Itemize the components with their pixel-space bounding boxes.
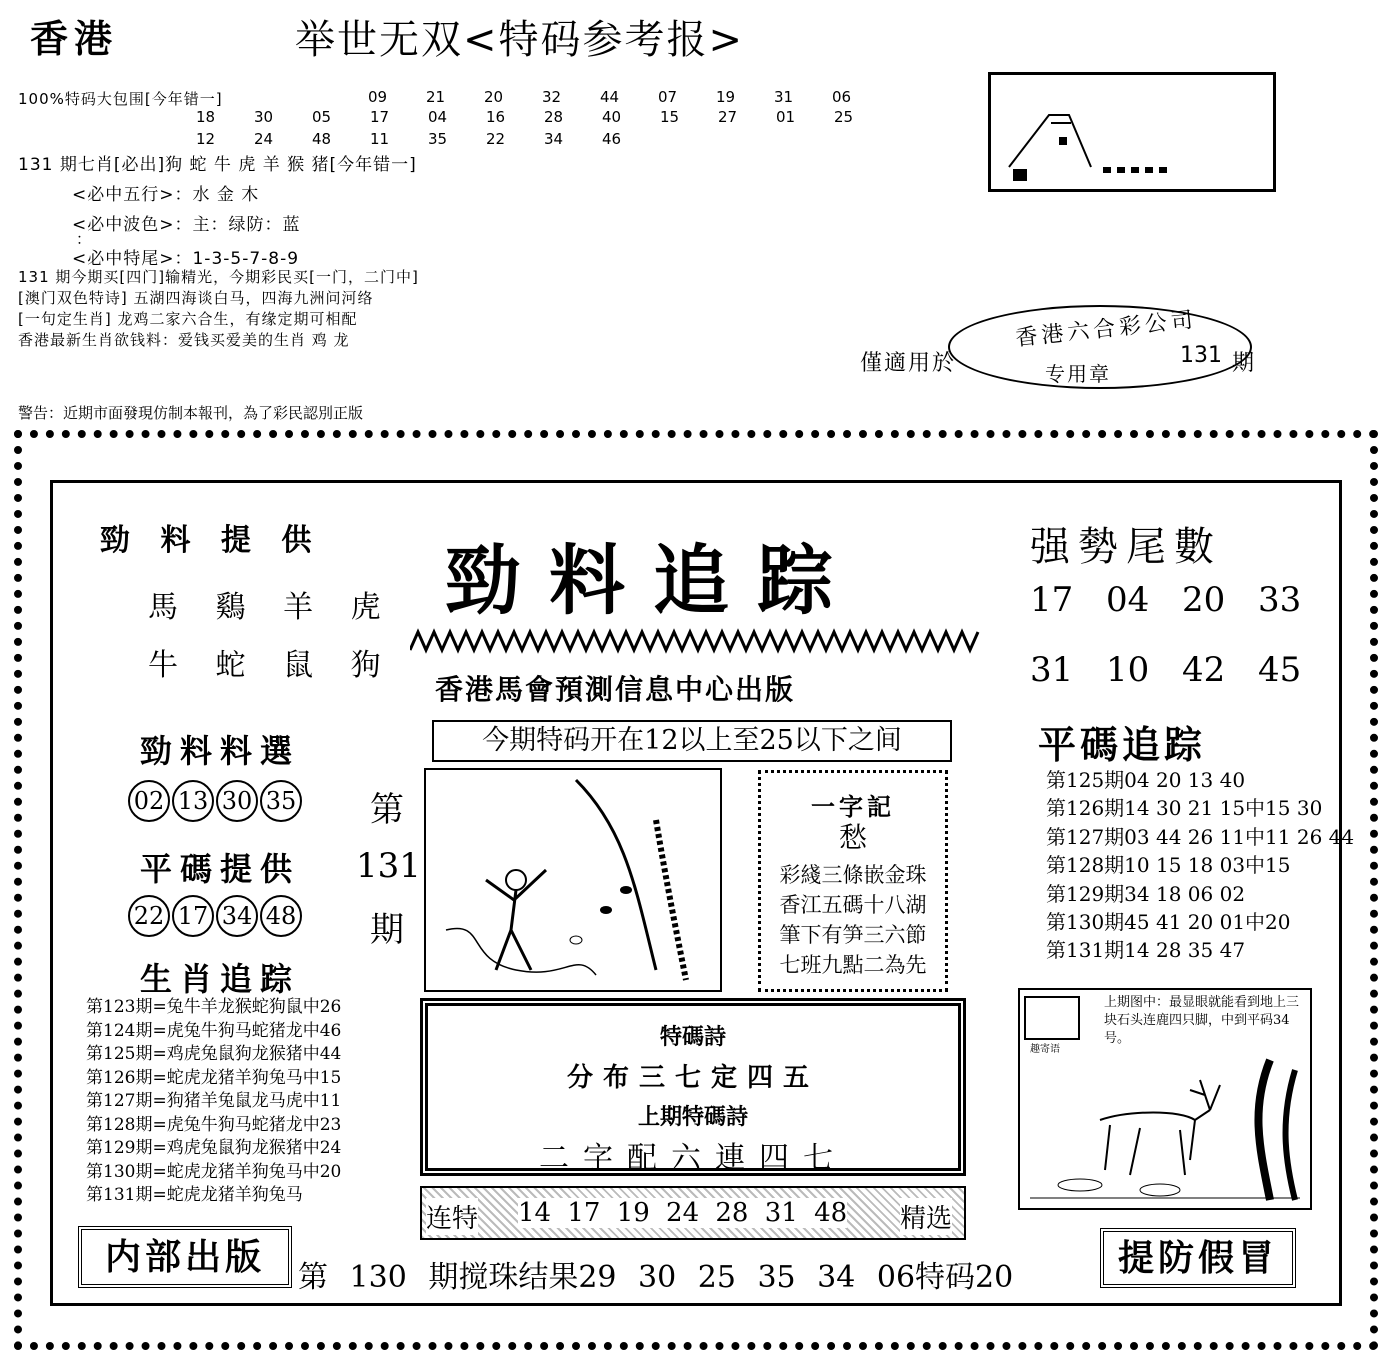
word-line: 七班九點二為先: [779, 953, 927, 977]
flat-numbers: [128, 895, 304, 937]
package-number: 30: [254, 108, 274, 126]
valid-suffix: 期: [1232, 351, 1255, 376]
flat-track-row: 第126期14 30 21 15中15 30: [1046, 796, 1323, 821]
track-title: 生肖追踪: [140, 960, 301, 998]
stamp-icon: [1024, 996, 1080, 1055]
circled-number: 35: [260, 780, 302, 822]
tail-row-2: [1030, 650, 1334, 690]
package-number: 04: [428, 108, 448, 126]
package-number: 22: [486, 130, 506, 148]
tail-number: 31: [1030, 650, 1074, 690]
word-char: 愁: [838, 821, 867, 854]
package-number: 20: [484, 88, 504, 106]
package-number: 05: [312, 108, 332, 126]
seal-top-text: 香港六合彩公司: [1014, 307, 1199, 352]
history-row: 第129期=鸡虎兔鼠狗龙猴猪中24: [86, 1138, 342, 1158]
word-title: 一字記: [811, 792, 895, 821]
figure-illustration: [424, 768, 722, 992]
tail-number: 42: [1182, 650, 1226, 690]
zodiac-row-2: 牛 蛇 鼠 狗: [148, 648, 395, 683]
history-row: 第128期=虎兔牛狗马蛇猪龙中23: [86, 1114, 342, 1135]
history-row: 第131期=蛇虎龙猪羊狗兔马: [86, 1185, 303, 1205]
circled-number: 02: [128, 780, 170, 822]
counterfeit-warning-badge: 提防假冒: [1100, 1228, 1296, 1288]
flat-track-row: 第127期03 44 26 11中11 26 44: [1046, 824, 1355, 849]
zigzag-divider: [410, 626, 982, 656]
package-number: 44: [600, 88, 620, 106]
tail-number: 17: [1030, 580, 1074, 620]
package-number: 46: [602, 130, 622, 148]
tail-number: 04: [1106, 580, 1150, 620]
package-number: 25: [834, 108, 854, 126]
lian-numbers: 14 17 19 24 28 31 48: [518, 1198, 848, 1228]
header-city: 香港: [30, 17, 119, 61]
lian-label: 连特: [426, 1198, 478, 1235]
seal-bottom-text: 专用章: [1045, 362, 1111, 386]
zodiac-history-list: [86, 996, 341, 1208]
package-number: 28: [544, 108, 564, 126]
package-number: 19: [716, 88, 736, 106]
package-number: 16: [486, 108, 506, 126]
pick-title: 勁料料選: [140, 732, 301, 770]
deer-illustration: [1018, 988, 1312, 1210]
circled-number: 34: [216, 895, 258, 937]
history-row: 第124期=虎兔牛狗马蛇猪龙中46: [86, 1020, 342, 1041]
issue-label-prefix: 第: [370, 790, 404, 830]
tail-line: <必中特尾>：1-3-5-7-8-9: [72, 249, 300, 269]
package-number: 12: [196, 130, 216, 148]
flat-track-list: [1046, 766, 1354, 965]
tail-number: 20: [1182, 580, 1226, 620]
package-number: 17: [370, 108, 390, 126]
header-title: 举世无双<特码参考报>: [295, 17, 745, 63]
last-poem-title: 上期特碼詩: [637, 1104, 748, 1130]
package-number: 32: [542, 88, 562, 106]
zodiac-row-1: 馬 鷄 羊 虎: [148, 590, 395, 625]
flat-track-row: 第131期14 28 35 47: [1046, 938, 1246, 963]
history-row: 第123期=兔牛羊龙猴蛇狗鼠中26: [86, 997, 342, 1017]
tail-title: 强勢尾數: [1030, 524, 1222, 570]
package-number: 48: [312, 130, 332, 148]
package-number: 11: [370, 130, 390, 148]
flat-track-row: 第128期10 15 18 03中15: [1046, 853, 1291, 878]
seal-issue: 131: [1180, 343, 1222, 368]
draw-result: 第 130 期搅珠结果29 30 25 35 34 06特码20: [298, 1260, 1014, 1295]
package-number: 27: [718, 108, 738, 126]
flat-track-row: 第129期34 18 06 02: [1046, 881, 1246, 906]
latest-line: 香港最新生肖欲钱料：爱钱买爱美的生肖 鸡 龙: [18, 331, 350, 349]
circled-number: 17: [172, 895, 214, 937]
zodiac-line: 131 期七肖[必出]狗 蛇 牛 虎 羊 猴 猪[今年错一]: [18, 155, 417, 175]
package-label: 100%特码大包围[今年错一]: [18, 90, 223, 108]
package-number: 09: [368, 88, 388, 106]
poem-line: 分布三七定四五: [566, 1063, 819, 1093]
package-number: 31: [774, 88, 794, 106]
circled-number: 22: [128, 895, 170, 937]
package-row-2: [196, 108, 892, 126]
main-title: 勁料追踪: [445, 536, 861, 625]
package-number: 40: [602, 108, 622, 126]
word-line: 香江五碼十八湖: [779, 893, 927, 917]
tail-row-1: [1030, 580, 1334, 620]
kungfu-tree-icon: [426, 770, 720, 990]
provide-title: 勁 料 提 供: [100, 523, 322, 558]
wuxing-line: <必中五行>：水 金 木: [72, 185, 260, 205]
circled-number: 30: [216, 780, 258, 822]
word-line: 筆下有笋三六節: [779, 923, 927, 947]
poem-title: 特碼詩: [659, 1024, 726, 1050]
word-line: 彩綫三條嵌金珠: [779, 863, 927, 887]
pick-numbers: [128, 780, 304, 822]
package-number: 01: [776, 108, 796, 126]
tail-number: 10: [1106, 650, 1150, 690]
package-number: 07: [658, 88, 678, 106]
flat-track-row: 第130期45 41 20 01中20: [1046, 910, 1291, 935]
flat-track-row: 第125期04 20 13 40: [1046, 768, 1246, 792]
lian-suffix: 精选: [900, 1198, 952, 1235]
circled-number: 48: [260, 895, 302, 937]
stamp-text: 趣寄语: [1030, 1044, 1060, 1055]
bose-line: <必中波色>：主：绿防：蓝: [72, 215, 301, 235]
flat-track-title: 平碼追踪: [1038, 723, 1207, 767]
history-row: 第125期=鸡虎兔鼠狗龙猴猪中44: [86, 1044, 342, 1064]
word-riddle-box: [758, 770, 948, 992]
issue-label-suffix: 期: [370, 910, 404, 950]
package-number: 35: [428, 130, 448, 148]
warning-text: 警告：近期市面發現仿制本報刊，為了彩民認別正版: [18, 404, 364, 422]
tail-number: 45: [1258, 650, 1302, 690]
range-box: 今期特码开在12以上至25以下之间: [432, 720, 952, 762]
package-number: 24: [254, 130, 274, 148]
circled-number: 13: [172, 780, 214, 822]
tail-number: 33: [1258, 580, 1302, 620]
lian-special-box: [420, 1186, 966, 1240]
package-number: 21: [426, 88, 446, 106]
valid-prefix: 僅適用於: [860, 351, 957, 376]
package-row-1: [368, 88, 890, 106]
last-poem-line: 二字配六連四七: [539, 1141, 847, 1176]
word-lines: [761, 860, 945, 980]
poem-line: [澳门双色特诗] 五湖四海谈白马，四海九洲问河络: [18, 289, 374, 307]
publisher-text: 香港馬會預測信息中心出版: [435, 673, 796, 706]
issue-label-number: 131: [356, 846, 421, 886]
deer-icon: [1020, 1050, 1310, 1208]
package-number: 34: [544, 130, 564, 148]
flat-title: 平碼提供: [140, 850, 301, 888]
package-number: 18: [196, 108, 216, 126]
history-row: 第126期=蛇虎龙猪羊狗兔马中15: [86, 1067, 342, 1088]
one-sentence-line: [一句定生肖] 龙鸡二家六合生，有缘定期可相配: [18, 310, 358, 328]
deer-caption: 上期图中：最显眼就能看到地上三块石头连鹿四只脚，中到平码34号。: [1104, 995, 1300, 1046]
package-row-3: [196, 130, 660, 148]
gate-line: 131 期今期买[四门]输精光，今期彩民买[一门，二门中]: [18, 268, 419, 286]
colon-mark: ：: [76, 230, 93, 248]
package-number: 15: [660, 108, 680, 126]
internal-badge: 内部出版: [78, 1226, 292, 1288]
poem-box: [420, 998, 966, 1176]
package-number: 06: [832, 88, 852, 106]
logo-box: [988, 72, 1276, 192]
history-row: 第127期=狗猪羊兔鼠龙马虎中11: [86, 1091, 342, 1111]
history-row: 第130期=蛇虎龙猪羊狗兔马中20: [86, 1161, 342, 1182]
house-logo-icon: [991, 75, 1267, 183]
